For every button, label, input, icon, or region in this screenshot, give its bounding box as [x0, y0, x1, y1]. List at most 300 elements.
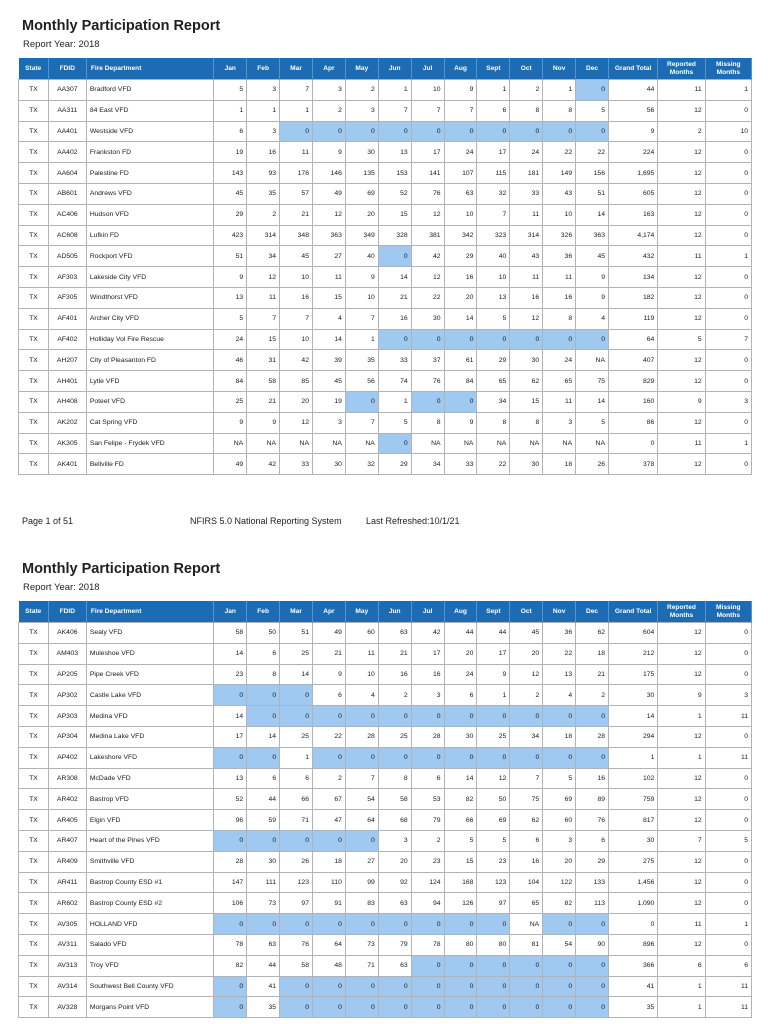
- table-cell: 41: [247, 976, 280, 997]
- table-cell: 0: [280, 706, 313, 727]
- table-cell: 11: [658, 433, 705, 454]
- column-header: Nov: [543, 601, 576, 623]
- table-cell: 71: [280, 810, 313, 831]
- table-cell: 0: [378, 706, 411, 727]
- table-cell: 149: [543, 163, 576, 184]
- table-cell: 23: [477, 851, 510, 872]
- table-cell: 0: [444, 706, 477, 727]
- table-cell: 20: [378, 851, 411, 872]
- table-cell: 63: [378, 623, 411, 644]
- table-cell: 1: [247, 100, 280, 121]
- table-cell: 29: [477, 350, 510, 371]
- column-header: Oct: [510, 601, 543, 623]
- table-cell: 44: [247, 789, 280, 810]
- table-cell: AM403: [48, 643, 86, 664]
- table-row: [19, 80, 752, 101]
- table-cell: 0: [543, 329, 576, 350]
- column-header: Reported Months: [658, 58, 705, 80]
- table-cell: 0: [378, 747, 411, 768]
- table-cell: 93: [247, 163, 280, 184]
- table-cell: 12: [658, 623, 705, 644]
- table-row: [19, 391, 752, 412]
- table-cell: 11: [705, 706, 751, 727]
- table-cell: Southwest Bell County VFD: [86, 976, 213, 997]
- table-cell: 7: [247, 308, 280, 329]
- table-cell: 4,174: [609, 225, 658, 246]
- table-cell: 20: [444, 287, 477, 308]
- column-header: Grand Total: [609, 601, 658, 623]
- table-cell: AF402: [48, 329, 86, 350]
- table-cell: TX: [19, 706, 49, 727]
- table-cell: AR405: [48, 810, 86, 831]
- table-cell: 10: [280, 329, 313, 350]
- table-cell: 0: [312, 997, 345, 1018]
- table-cell: 16: [247, 142, 280, 163]
- table-cell: 6: [510, 830, 543, 851]
- table-cell: 115: [477, 163, 510, 184]
- table-cell: 90: [576, 934, 609, 955]
- table-cell: 10: [477, 267, 510, 288]
- table-cell: 0: [705, 623, 751, 644]
- table-row: [19, 371, 752, 392]
- table-cell: 135: [345, 163, 378, 184]
- table-row: [19, 267, 752, 288]
- table-cell: 10: [705, 121, 751, 142]
- table-cell: 323: [477, 225, 510, 246]
- table-cell: 1: [658, 706, 705, 727]
- table-cell: 0: [378, 329, 411, 350]
- table-cell: 28: [345, 726, 378, 747]
- table-cell: AR308: [48, 768, 86, 789]
- table-cell: 275: [609, 851, 658, 872]
- table-cell: McDade VFD: [86, 768, 213, 789]
- table-cell: 11: [543, 391, 576, 412]
- table-cell: AR402: [48, 789, 86, 810]
- table-cell: 30: [609, 685, 658, 706]
- table-cell: 9: [576, 267, 609, 288]
- table-cell: 45: [510, 623, 543, 644]
- table-cell: 24: [214, 329, 247, 350]
- table-cell: TX: [19, 80, 49, 101]
- table-cell: 0: [280, 121, 313, 142]
- table-cell: 0: [312, 747, 345, 768]
- table-cell: 29: [378, 454, 411, 475]
- column-header: Jun: [378, 601, 411, 623]
- table-cell: 0: [510, 997, 543, 1018]
- table-cell: TX: [19, 142, 49, 163]
- table-cell: 0: [444, 391, 477, 412]
- table-row: [19, 183, 752, 204]
- table-cell: 0: [411, 914, 444, 935]
- table-cell: 35: [609, 997, 658, 1018]
- table-cell: 16: [411, 664, 444, 685]
- table-cell: Pipe Creek VFD: [86, 664, 213, 685]
- table-cell: 3: [312, 80, 345, 101]
- table-cell: 97: [477, 893, 510, 914]
- table-cell: 0: [411, 121, 444, 142]
- table-cell: 12: [658, 726, 705, 747]
- column-header: FDID: [48, 58, 86, 80]
- table-cell: 7: [280, 80, 313, 101]
- table-cell: 6: [705, 955, 751, 976]
- table-cell: 11: [510, 267, 543, 288]
- table-cell: AA311: [48, 100, 86, 121]
- table-cell: 0: [345, 997, 378, 1018]
- column-header: Aug: [444, 601, 477, 623]
- table-cell: 76: [280, 934, 313, 955]
- table-cell: 176: [280, 163, 313, 184]
- table-cell: 7: [510, 768, 543, 789]
- last-refreshed: Last Refreshed:10/1/21: [366, 516, 460, 526]
- table-cell: Medina VFD: [86, 706, 213, 727]
- table-cell: 67: [312, 789, 345, 810]
- table-cell: 14: [378, 267, 411, 288]
- table-cell: 1: [345, 329, 378, 350]
- table-cell: 21: [312, 643, 345, 664]
- table-cell: 0: [411, 997, 444, 1018]
- table-cell: AP304: [48, 726, 86, 747]
- table-cell: 82: [543, 893, 576, 914]
- table-cell: 7: [658, 830, 705, 851]
- table-cell: 0: [345, 914, 378, 935]
- table-cell: 17: [477, 142, 510, 163]
- table-cell: 5: [214, 308, 247, 329]
- table-cell: 9: [214, 267, 247, 288]
- table-cell: 12: [658, 789, 705, 810]
- table-cell: 5: [576, 412, 609, 433]
- column-header: Mar: [280, 58, 313, 80]
- table-cell: 69: [345, 183, 378, 204]
- table-cell: Medina Lake VFD: [86, 726, 213, 747]
- table-cell: 12: [280, 412, 313, 433]
- table-cell: 74: [378, 371, 411, 392]
- table-cell: 11: [705, 997, 751, 1018]
- table-cell: 126: [444, 893, 477, 914]
- table-cell: 0: [510, 747, 543, 768]
- table-cell: 0: [411, 955, 444, 976]
- table-cell: 0: [609, 914, 658, 935]
- table-cell: 31: [247, 350, 280, 371]
- table-cell: 89: [576, 789, 609, 810]
- table-cell: 46: [214, 350, 247, 371]
- table-cell: 3: [247, 80, 280, 101]
- table-cell: AB601: [48, 183, 86, 204]
- table-row: [19, 664, 752, 685]
- table-cell: 13: [214, 287, 247, 308]
- table-cell: 15: [312, 287, 345, 308]
- table-cell: 1: [705, 914, 751, 935]
- table-cell: 1: [543, 80, 576, 101]
- table-cell: 0: [444, 997, 477, 1018]
- table-cell: 76: [411, 183, 444, 204]
- table-cell: 0: [477, 706, 510, 727]
- table-row: [19, 350, 752, 371]
- table-cell: 40: [477, 246, 510, 267]
- table-cell: TX: [19, 412, 49, 433]
- table-cell: 63: [378, 893, 411, 914]
- table-cell: 14: [214, 643, 247, 664]
- table-cell: AV305: [48, 914, 86, 935]
- table-cell: 85: [280, 371, 313, 392]
- table-row: [19, 287, 752, 308]
- table-cell: 16: [280, 287, 313, 308]
- table-cell: 50: [247, 623, 280, 644]
- column-header: Aug: [444, 58, 477, 80]
- participation-table: [18, 601, 752, 1018]
- table-cell: 11: [705, 747, 751, 768]
- table-cell: 0: [576, 706, 609, 727]
- table-cell: 76: [411, 371, 444, 392]
- report-year: Report Year: 2018: [23, 582, 100, 593]
- table-cell: 2: [247, 204, 280, 225]
- table-cell: 0: [247, 914, 280, 935]
- table-cell: 65: [510, 893, 543, 914]
- table-cell: 16: [378, 664, 411, 685]
- table-cell: 3: [345, 100, 378, 121]
- table-cell: 57: [280, 183, 313, 204]
- table-cell: 0: [705, 100, 751, 121]
- table-cell: TX: [19, 371, 49, 392]
- table-cell: 92: [378, 872, 411, 893]
- table-cell: AK401: [48, 454, 86, 475]
- table-cell: 9: [477, 664, 510, 685]
- table-cell: 349: [345, 225, 378, 246]
- table-cell: 32: [477, 183, 510, 204]
- table-cell: 113: [576, 893, 609, 914]
- table-cell: NA: [214, 433, 247, 454]
- table-cell: 11: [510, 204, 543, 225]
- table-cell: 44: [444, 623, 477, 644]
- table-cell: 16: [510, 287, 543, 308]
- table-cell: AV314: [48, 976, 86, 997]
- table-cell: 37: [411, 350, 444, 371]
- table-cell: AA604: [48, 163, 86, 184]
- table-cell: 3: [378, 830, 411, 851]
- table-cell: 3: [705, 391, 751, 412]
- table-cell: 147: [214, 872, 247, 893]
- column-header: Apr: [312, 601, 345, 623]
- table-cell: 24: [444, 664, 477, 685]
- table-cell: 42: [411, 623, 444, 644]
- table-row: [19, 643, 752, 664]
- table-cell: 48: [312, 955, 345, 976]
- table-cell: 0: [280, 976, 313, 997]
- table-cell: 0: [345, 976, 378, 997]
- table-cell: 759: [609, 789, 658, 810]
- table-cell: 5: [214, 80, 247, 101]
- table-cell: 99: [345, 872, 378, 893]
- table-cell: 11: [658, 246, 705, 267]
- table-cell: 8: [510, 412, 543, 433]
- table-cell: 1: [658, 976, 705, 997]
- table-cell: 0: [312, 914, 345, 935]
- table-cell: 0: [510, 955, 543, 976]
- table-cell: 27: [345, 851, 378, 872]
- table-cell: 35: [345, 350, 378, 371]
- table-cell: 407: [609, 350, 658, 371]
- table-cell: Lufkin FD: [86, 225, 213, 246]
- table-cell: AV313: [48, 955, 86, 976]
- table-cell: 1: [705, 246, 751, 267]
- table-cell: 0: [576, 121, 609, 142]
- table-cell: 0: [705, 183, 751, 204]
- table-cell: Hudson VFD: [86, 204, 213, 225]
- table-cell: TX: [19, 747, 49, 768]
- table-cell: 119: [609, 308, 658, 329]
- table-cell: 49: [214, 454, 247, 475]
- table-cell: TX: [19, 997, 49, 1018]
- column-header: Apr: [312, 58, 345, 80]
- table-cell: 12: [247, 267, 280, 288]
- table-cell: 28: [576, 726, 609, 747]
- table-cell: 9: [247, 412, 280, 433]
- table-cell: TX: [19, 685, 49, 706]
- table-cell: 51: [280, 623, 313, 644]
- table-cell: 1: [705, 433, 751, 454]
- table-cell: 7: [378, 100, 411, 121]
- table-cell: 43: [510, 246, 543, 267]
- table-cell: 0: [543, 955, 576, 976]
- table-cell: 134: [609, 267, 658, 288]
- table-cell: 9: [312, 664, 345, 685]
- table-cell: 61: [444, 350, 477, 371]
- table-cell: 0: [705, 643, 751, 664]
- table-cell: 0: [510, 121, 543, 142]
- table-cell: 63: [378, 955, 411, 976]
- table-cell: Lakeshore VFD: [86, 747, 213, 768]
- table-cell: 10: [345, 287, 378, 308]
- column-header: Fire Department: [86, 601, 213, 623]
- table-cell: 15: [378, 204, 411, 225]
- table-cell: 80: [477, 934, 510, 955]
- table-cell: 28: [411, 726, 444, 747]
- table-cell: 7: [444, 100, 477, 121]
- table-cell: 0: [280, 685, 313, 706]
- table-cell: NA: [345, 433, 378, 454]
- table-cell: 23: [411, 851, 444, 872]
- table-cell: 0: [543, 706, 576, 727]
- table-cell: 9: [214, 412, 247, 433]
- table-cell: 8: [543, 308, 576, 329]
- table-cell: 9: [658, 391, 705, 412]
- table-cell: TX: [19, 768, 49, 789]
- table-cell: 342: [444, 225, 477, 246]
- table-cell: 12: [477, 768, 510, 789]
- table-cell: 2: [378, 685, 411, 706]
- table-cell: 51: [214, 246, 247, 267]
- column-header: Sept: [477, 58, 510, 80]
- table-cell: 432: [609, 246, 658, 267]
- table-cell: 66: [444, 810, 477, 831]
- table-cell: 1: [477, 80, 510, 101]
- table-cell: 33: [280, 454, 313, 475]
- table-cell: 11: [705, 976, 751, 997]
- table-cell: 80: [444, 934, 477, 955]
- table-cell: 9: [345, 267, 378, 288]
- table-cell: NA: [510, 914, 543, 935]
- table-cell: TX: [19, 225, 49, 246]
- table-cell: 20: [543, 851, 576, 872]
- table-cell: Lakeside City VFD: [86, 267, 213, 288]
- table-cell: 12: [411, 204, 444, 225]
- table-cell: 11: [280, 142, 313, 163]
- table-cell: 83: [345, 893, 378, 914]
- table-cell: 0: [609, 433, 658, 454]
- table-cell: 0: [214, 747, 247, 768]
- participation-table: [18, 58, 752, 475]
- table-cell: 5: [576, 100, 609, 121]
- table-cell: 12: [658, 454, 705, 475]
- table-cell: 44: [477, 623, 510, 644]
- table-cell: 34: [510, 726, 543, 747]
- table-cell: 8: [477, 412, 510, 433]
- table-cell: 6: [214, 121, 247, 142]
- table-cell: 0: [543, 997, 576, 1018]
- table-cell: TX: [19, 121, 49, 142]
- table-cell: 6: [477, 100, 510, 121]
- table-cell: Bastrop VFD: [86, 789, 213, 810]
- table-cell: AA307: [48, 80, 86, 101]
- table-cell: 21: [378, 287, 411, 308]
- table-cell: 12: [658, 142, 705, 163]
- table-cell: TX: [19, 329, 49, 350]
- table-cell: NA: [510, 433, 543, 454]
- table-cell: 1: [280, 100, 313, 121]
- column-header: Feb: [247, 58, 280, 80]
- table-cell: AC406: [48, 204, 86, 225]
- table-cell: 8: [247, 664, 280, 685]
- table-cell: 27: [312, 246, 345, 267]
- table-cell: TX: [19, 391, 49, 412]
- table-cell: 7: [345, 412, 378, 433]
- table-cell: 12: [312, 204, 345, 225]
- table-cell: 104: [510, 872, 543, 893]
- table-cell: 52: [214, 789, 247, 810]
- table-row: [19, 225, 752, 246]
- table-cell: 25: [477, 726, 510, 747]
- table-cell: 314: [247, 225, 280, 246]
- table-cell: 5: [543, 768, 576, 789]
- table-cell: 84 East VFD: [86, 100, 213, 121]
- table-cell: 9: [609, 121, 658, 142]
- table-cell: 0: [576, 80, 609, 101]
- column-header: Missing Months: [705, 601, 751, 623]
- table-cell: TX: [19, 955, 49, 976]
- table-cell: 0: [378, 976, 411, 997]
- table-cell: 605: [609, 183, 658, 204]
- table-cell: TX: [19, 183, 49, 204]
- table-cell: NA: [543, 433, 576, 454]
- table-cell: Frankston FD: [86, 142, 213, 163]
- table-cell: 58: [214, 623, 247, 644]
- table-cell: 62: [576, 623, 609, 644]
- table-cell: 2: [312, 100, 345, 121]
- table-cell: Palestine FD: [86, 163, 213, 184]
- table-cell: 26: [576, 454, 609, 475]
- table-cell: 829: [609, 371, 658, 392]
- table-cell: 5: [658, 329, 705, 350]
- table-cell: 26: [280, 851, 313, 872]
- table-cell: 326: [543, 225, 576, 246]
- table-cell: 12: [658, 412, 705, 433]
- table-cell: Poteet VFD: [86, 391, 213, 412]
- table-cell: 1: [378, 80, 411, 101]
- table-cell: 328: [378, 225, 411, 246]
- table-cell: 42: [280, 350, 313, 371]
- table-cell: Holliday Vol Fire Rescue: [86, 329, 213, 350]
- table-cell: 18: [576, 643, 609, 664]
- table-cell: 111: [247, 872, 280, 893]
